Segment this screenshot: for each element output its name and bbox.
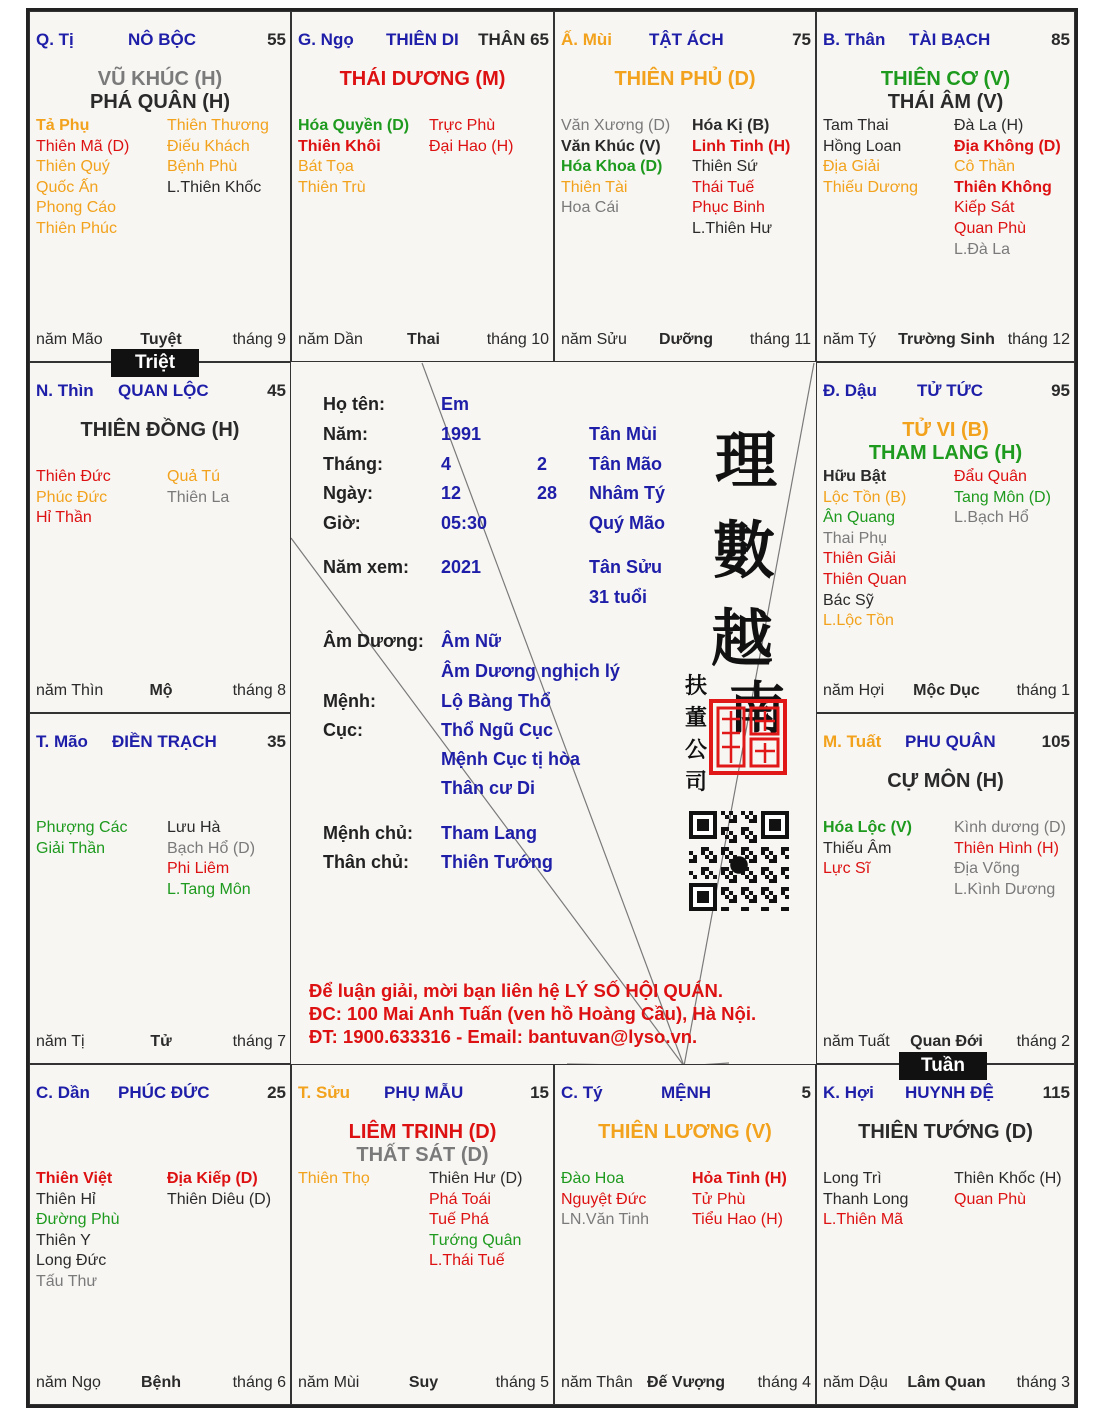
minor-star: Lưu Hà xyxy=(167,819,221,836)
palace-year: năm Tý xyxy=(823,331,877,348)
value-cuc: Thổ Ngũ Cục xyxy=(441,720,553,740)
main-star: THIÊN CƠ (V) xyxy=(880,68,1011,90)
minor-star: Hóa Khoa (D) xyxy=(561,158,663,176)
label-menh-chu: Mệnh chủ: xyxy=(323,823,413,843)
value-cuc-hoa: Mệnh Cục tị hòa xyxy=(441,749,580,769)
minor-star: Lực Sĩ xyxy=(823,860,871,878)
vertical-text-4: 司 xyxy=(685,769,708,795)
minor-star: Thiên Hư (D) xyxy=(429,1170,523,1187)
palace-month: tháng 5 xyxy=(495,1374,549,1391)
palace-name: PHU QUÂN xyxy=(905,732,996,751)
minor-star: Hữu Bật xyxy=(823,468,887,485)
palace-year: năm Mùi xyxy=(298,1374,360,1391)
palace-footer xyxy=(298,331,549,351)
palace-tatach xyxy=(554,11,816,362)
palace-month: tháng 10 xyxy=(486,331,549,348)
minor-star: Hoa Cái xyxy=(561,199,619,217)
palace-month: tháng 1 xyxy=(1016,682,1070,699)
main-star: THIÊN ĐỒNG (H) xyxy=(80,419,240,441)
palace-phase: Tuyệt xyxy=(140,331,182,348)
minor-star: Tấu Thư xyxy=(36,1272,98,1290)
main-stars xyxy=(817,770,1074,793)
minor-star: Phá Toái xyxy=(429,1190,491,1208)
minor-star: Hỉ Thần xyxy=(36,509,92,527)
minor-star: Đào Hoa xyxy=(561,1170,625,1187)
label-thang: Tháng: xyxy=(323,454,383,474)
minor-star: Kiếp Sát xyxy=(954,199,1015,217)
palace-age: 75 xyxy=(792,30,811,49)
value-thang-can-chi: Tân Mão xyxy=(589,454,663,474)
minor-star: Văn Khúc (V) xyxy=(561,137,661,155)
value-ngay-am: 28 xyxy=(537,483,558,503)
palace-footer xyxy=(36,1033,286,1053)
minor-stars-left xyxy=(298,116,409,198)
palace-age: 45 xyxy=(267,381,286,400)
palace-footer xyxy=(823,331,1070,351)
palace-branch: N. Thìn xyxy=(36,381,94,400)
palace-phase: Mộc Dục xyxy=(913,682,980,699)
label-cuc: Cục: xyxy=(323,720,363,740)
minor-star: Tam Thai xyxy=(823,117,889,134)
minor-stars-right xyxy=(429,116,513,157)
value-gio: 05:30 xyxy=(441,513,488,533)
palace-name: TẬT ÁCH xyxy=(649,30,724,49)
palace-header xyxy=(561,30,811,52)
calligraphy-char-3: 越 xyxy=(711,602,774,675)
palace-dientrach xyxy=(29,713,291,1064)
palace-year: năm Tuất xyxy=(823,1033,890,1050)
minor-star: Trực Phù xyxy=(429,117,496,134)
palace-header xyxy=(36,381,286,403)
palace-footer xyxy=(36,682,286,702)
main-stars xyxy=(817,1121,1074,1144)
palace-month: tháng 3 xyxy=(1016,1374,1070,1391)
palace-footer xyxy=(823,682,1070,702)
calligraphy-char-4: 南 xyxy=(729,676,785,742)
palace-quanloc xyxy=(29,362,291,713)
minor-star: Thiên Việt xyxy=(36,1170,113,1187)
minor-stars-left xyxy=(823,467,907,632)
minor-star: Điếu Khách xyxy=(167,137,250,155)
label-am-duong: Âm Dương: xyxy=(323,631,424,651)
palace-month: tháng 6 xyxy=(232,1374,286,1391)
palace-branch: T. Mão xyxy=(36,732,88,751)
minor-star: Nguyệt Đức xyxy=(561,1190,647,1208)
palace-age: 5 xyxy=(801,1083,811,1102)
palace-month: tháng 12 xyxy=(1007,331,1070,348)
minor-stars-right xyxy=(954,1169,1062,1210)
palace-year: năm Tị xyxy=(36,1033,85,1050)
minor-stars-left xyxy=(298,1169,370,1190)
palace-phase: Quan Đới xyxy=(910,1033,983,1050)
minor-stars-right xyxy=(954,467,1051,529)
minor-star: Linh Tinh (H) xyxy=(692,137,791,155)
minor-star: Tuế Phá xyxy=(429,1211,489,1229)
minor-star: Quan Phù xyxy=(954,1190,1027,1208)
red-seal-stamp xyxy=(709,699,787,775)
palace-footer xyxy=(561,331,811,351)
palace-age: 25 xyxy=(267,1083,286,1102)
minor-star: Thiên Không xyxy=(954,178,1052,196)
minor-star: L.Tang Môn xyxy=(167,880,251,898)
main-star: CỰ MÔN (H) xyxy=(887,770,1004,792)
palace-name: THIÊN DI xyxy=(386,30,459,49)
minor-star: Hồng Loan xyxy=(823,137,902,155)
minor-star: Thái Tuế xyxy=(692,178,755,196)
minor-star: Thiên Thương xyxy=(167,117,269,134)
main-stars xyxy=(30,68,290,114)
minor-stars-left xyxy=(823,1169,908,1231)
main-stars xyxy=(292,1121,553,1167)
palace-header xyxy=(298,30,549,52)
minor-star: Địa Không (D) xyxy=(954,137,1061,155)
minor-star: Lộc Tồn (B) xyxy=(823,488,907,506)
main-stars xyxy=(555,68,815,91)
minor-stars-right xyxy=(954,116,1061,260)
palace-phase: Đế Vượng xyxy=(646,1374,726,1391)
palace-taibach xyxy=(816,11,1075,362)
minor-star: Thiên Quan xyxy=(823,570,907,588)
minor-stars-left xyxy=(823,818,912,880)
palace-month: tháng 7 xyxy=(232,1033,286,1050)
value-thang: 4 xyxy=(441,454,452,474)
palace-year: năm Thìn xyxy=(36,682,104,699)
minor-star: Cô Thần xyxy=(954,158,1016,176)
minor-star: L.Thái Tuế xyxy=(429,1252,505,1270)
minor-star: Bạch Hổ (D) xyxy=(167,839,256,857)
minor-star: Thiên Y xyxy=(36,1231,91,1249)
minor-stars-right xyxy=(692,116,790,240)
tuan-badge: Tuần xyxy=(899,1052,987,1080)
minor-star: Thiên Tài xyxy=(561,178,628,196)
vertical-text-3: 公 xyxy=(685,737,708,763)
minor-stars-right xyxy=(167,1169,271,1210)
minor-star: Địa Giải xyxy=(823,158,880,176)
palace-age: 15 xyxy=(530,1083,549,1102)
minor-star: Thiên Sứ xyxy=(692,158,758,176)
minor-star: Hóa Lộc (V) xyxy=(823,819,912,836)
value-gio-can-chi: Quý Mão xyxy=(589,513,666,533)
palace-branch: K. Hợi xyxy=(823,1083,874,1102)
palace-year: năm Dần xyxy=(298,331,363,348)
minor-star: Phượng Các xyxy=(36,819,128,836)
minor-star: Thiên Thọ xyxy=(298,1170,370,1187)
palace-phase: Lâm Quan xyxy=(907,1374,986,1391)
main-stars xyxy=(817,68,1074,114)
minor-star: Phong Cáo xyxy=(36,199,117,217)
minor-star: Giải Thần xyxy=(36,839,106,857)
minor-stars-left xyxy=(36,1169,119,1293)
minor-star: Bác Sỹ xyxy=(823,591,874,609)
minor-stars-right xyxy=(954,818,1066,900)
palace-year: năm Mão xyxy=(36,331,103,348)
value-menh: Lộ Bàng Thổ xyxy=(441,691,551,711)
vertical-text-1: 扶 xyxy=(685,673,708,699)
palace-phumau xyxy=(291,1064,554,1405)
minor-star: L.Thiên Hư xyxy=(692,219,773,237)
value-am-duong: Âm Nữ xyxy=(441,631,502,651)
palace-month: tháng 2 xyxy=(1016,1033,1070,1050)
palace-year: năm Dậu xyxy=(823,1374,888,1391)
palace-month: tháng 11 xyxy=(749,331,811,348)
minor-star: Tả Phụ xyxy=(36,117,90,134)
palace-phase: Thai xyxy=(407,331,440,348)
calligraphy-char-1: 理 xyxy=(715,424,778,497)
main-stars xyxy=(292,68,553,91)
main-star: VŨ KHÚC (H) xyxy=(97,68,223,90)
palace-phase: Bệnh xyxy=(141,1374,181,1391)
minor-star: Thiên Hỉ xyxy=(36,1190,96,1208)
minor-stars-right xyxy=(429,1169,522,1272)
palace-branch: C. Tý xyxy=(561,1083,603,1102)
minor-star: L.Đà La xyxy=(954,240,1011,258)
minor-star: Long Trì xyxy=(823,1170,882,1187)
palace-age: 55 xyxy=(267,30,286,49)
minor-star: Tiểu Hao (H) xyxy=(692,1211,783,1229)
main-star: LIÊM TRINH (D) xyxy=(348,1121,497,1143)
palace-menh xyxy=(554,1064,816,1405)
palace-name: PHỤ MẪU xyxy=(384,1083,464,1102)
minor-star: Thiên Trù xyxy=(298,178,366,196)
palace-header xyxy=(823,30,1070,52)
palace-phucduc xyxy=(29,1064,291,1405)
label-nam: Năm: xyxy=(323,424,369,444)
minor-stars-left xyxy=(36,467,111,529)
palace-branch: Q. Tị xyxy=(36,30,74,49)
minor-star: Thiên Hình (H) xyxy=(954,839,1059,857)
palace-phase: Tử xyxy=(150,1033,172,1050)
minor-star: Thiên Đức xyxy=(36,468,111,485)
palace-phase: Dưỡng xyxy=(658,331,714,348)
minor-star: Thiên Mã (D) xyxy=(36,137,130,155)
minor-stars-right xyxy=(167,116,269,198)
value-than-cu: Thân cư Di xyxy=(441,778,536,798)
minor-star: Bát Tọa xyxy=(298,158,354,176)
value-ho-ten: Em xyxy=(441,394,470,414)
minor-star: Quốc Ấn xyxy=(36,178,99,196)
palace-phase: Suy xyxy=(408,1374,439,1391)
palace-header xyxy=(36,1083,286,1105)
palace-header xyxy=(823,1083,1070,1105)
palace-branch: Ấ. Mùi xyxy=(561,30,612,49)
label-than-chu: Thân chủ: xyxy=(323,852,409,872)
value-menh-chu: Tham Lang xyxy=(441,823,538,843)
minor-star: Bệnh Phù xyxy=(167,158,238,176)
main-star: THIÊN LƯƠNG (V) xyxy=(598,1121,772,1143)
value-nam: 1991 xyxy=(441,424,482,444)
value-am-duong-ly: Âm Dương nghịch lý xyxy=(441,661,620,681)
minor-star: Đà La (H) xyxy=(954,117,1024,134)
label-menh: Mệnh: xyxy=(323,691,376,711)
palace-footer xyxy=(298,1374,549,1394)
minor-star: Thiên Diêu (D) xyxy=(167,1190,272,1208)
minor-star: Thiên Phúc xyxy=(36,219,117,237)
palace-footer xyxy=(36,1374,286,1394)
palace-name: TỬ TỨC xyxy=(917,381,983,400)
contact-line-3: ĐT: 1900.633316 - Email: bantuvan@lyso.vn. xyxy=(309,1026,698,1047)
value-nam-can-chi: Tân Mùi xyxy=(589,424,657,444)
palace-header xyxy=(36,732,286,754)
minor-star: L.Lộc Tồn xyxy=(823,612,894,630)
minor-star: Long Đức xyxy=(36,1252,107,1270)
palace-age: 95 xyxy=(1051,381,1070,400)
contact-line-1: Để luận giải, mời bạn liên hệ LÝ SỐ HỘI QUÁN. xyxy=(309,980,724,1001)
minor-star: Thiên Quý xyxy=(36,158,110,176)
minor-stars-left xyxy=(36,818,127,859)
minor-star: Địa Kiếp (D) xyxy=(167,1170,258,1187)
vertical-text-2: 董 xyxy=(685,705,708,731)
value-nam-xem: 2021 xyxy=(441,557,482,577)
minor-star: Hóa Quyền (D) xyxy=(298,117,410,134)
minor-star: Thiên Giải xyxy=(823,550,896,568)
palace-header xyxy=(298,1083,549,1105)
palace-phuquan xyxy=(816,713,1075,1064)
label-ho-ten: Họ tên: xyxy=(323,394,385,414)
palace-phase: Mộ xyxy=(149,682,173,699)
minor-star: Thai Phụ xyxy=(823,529,888,547)
minor-star: Hỏa Tinh (H) xyxy=(692,1170,787,1187)
value-ngay: 12 xyxy=(441,483,462,503)
minor-stars-left xyxy=(561,1169,649,1231)
minor-star: Thiên Khốc (H) xyxy=(954,1170,1062,1187)
value-thang-am: 2 xyxy=(537,454,548,474)
minor-star: Hóa Kị (B) xyxy=(692,117,770,134)
minor-star: Thiên Khôi xyxy=(298,137,381,155)
palace-year: năm Thân xyxy=(561,1374,633,1391)
minor-star: Đường Phù xyxy=(36,1211,120,1229)
minor-star: Đại Hao (H) xyxy=(429,137,514,155)
main-star: THIÊN TƯỚNG (D) xyxy=(858,1121,1033,1143)
palace-branch: Đ. Dậu xyxy=(823,381,877,400)
palace-name: ĐIỀN TRẠCH xyxy=(112,732,217,751)
palace-name: NÔ BỘC xyxy=(128,30,196,49)
palace-month: tháng 4 xyxy=(757,1374,811,1391)
palace-month: tháng 9 xyxy=(232,331,286,348)
palace-header xyxy=(36,30,286,52)
minor-star: Thiếu Dương xyxy=(823,178,919,196)
label-ngay: Ngày: xyxy=(323,483,374,503)
value-than-chu: Thiên Tướng xyxy=(441,852,553,872)
label-gio: Giờ: xyxy=(323,513,361,533)
main-star: TỬ VI (B) xyxy=(902,419,989,441)
minor-stars-right xyxy=(692,1169,787,1231)
palace-phase: Trường Sinh xyxy=(898,331,995,348)
palace-thiendi xyxy=(291,11,554,362)
palace-header xyxy=(823,732,1070,754)
palace-name: QUAN LỘC xyxy=(118,381,209,400)
minor-star: L.Bạch Hổ xyxy=(954,509,1029,527)
palace-nobo xyxy=(29,11,291,362)
palace-year: năm Ngọ xyxy=(36,1374,101,1391)
main-stars xyxy=(817,419,1074,465)
palace-age: 85 xyxy=(1051,30,1070,49)
minor-star: Thiếu Âm xyxy=(823,839,892,857)
horoscope-board xyxy=(26,8,1078,1408)
minor-star: Đẩu Quân xyxy=(954,468,1027,485)
palace-footer xyxy=(36,331,286,351)
minor-star: Kình dương (D) xyxy=(954,819,1066,836)
main-star: THẤT SÁT (D) xyxy=(356,1144,489,1166)
palace-branch: C. Dần xyxy=(36,1083,90,1102)
palace-branch: M. Tuất xyxy=(823,732,882,751)
minor-star: Tử Phù xyxy=(692,1190,746,1208)
qr-code xyxy=(689,811,789,911)
main-star: THIÊN PHỦ (D) xyxy=(614,68,756,90)
minor-star: Tang Môn (D) xyxy=(954,488,1051,506)
minor-star: Thiên La xyxy=(167,488,230,506)
value-ngay-can-chi: Nhâm Tý xyxy=(589,483,666,503)
minor-stars-right xyxy=(167,818,255,900)
palace-month: tháng 8 xyxy=(232,682,286,699)
minor-star: Phục Binh xyxy=(692,199,765,217)
palace-footer xyxy=(823,1033,1070,1053)
palace-age: 115 xyxy=(1042,1083,1070,1102)
triet-badge: Triệt xyxy=(111,349,199,377)
calligraphy-char-2: 數 xyxy=(713,514,776,587)
palace-name: PHÚC ĐỨC xyxy=(118,1083,210,1102)
minor-star: Quan Phù xyxy=(954,219,1027,237)
minor-star: LN.Văn Tinh xyxy=(561,1211,650,1229)
minor-star: Phúc Đức xyxy=(36,488,108,506)
palace-age: 105 xyxy=(1041,732,1070,751)
palace-branch: G. Ngọ xyxy=(298,30,354,49)
minor-stars-left xyxy=(36,116,129,240)
minor-star: Phi Liêm xyxy=(167,860,230,878)
main-stars xyxy=(30,419,290,442)
palace-year: năm Hợi xyxy=(823,682,885,699)
minor-star: L.Thiên Khốc xyxy=(167,178,262,196)
main-stars xyxy=(555,1121,815,1144)
palace-age: THÂN 65 xyxy=(478,30,549,49)
palace-name: TÀI BẠCH xyxy=(909,30,991,49)
palace-tutuc xyxy=(816,362,1075,713)
minor-star: L.Kình Dương xyxy=(954,880,1056,898)
minor-star: Địa Võng xyxy=(954,860,1020,878)
value-tuoi: 31 tuổi xyxy=(589,587,648,607)
main-star: THÁI DƯƠNG (M) xyxy=(339,68,506,90)
main-star: THAM LANG (H) xyxy=(868,442,1023,464)
minor-star: Ân Quang xyxy=(823,509,896,527)
minor-star: Thanh Long xyxy=(823,1190,909,1208)
palace-footer xyxy=(561,1374,811,1394)
value-nam-xem-can-chi: Tân Sửu xyxy=(589,557,663,577)
minor-star: L.Thiên Mã xyxy=(823,1211,904,1229)
minor-star: Quả Tú xyxy=(167,468,221,485)
contact-line-2: ĐC: 100 Mai Anh Tuấn (ven hồ Hoàng Cầu), Hà Nội. xyxy=(309,1003,757,1024)
palace-header xyxy=(561,1083,811,1105)
palace-header xyxy=(823,381,1070,403)
palace-name: HUYNH ĐỆ xyxy=(905,1083,994,1102)
minor-stars-left xyxy=(823,116,918,198)
main-star: PHÁ QUÂN (H) xyxy=(90,91,230,113)
palace-year: năm Sửu xyxy=(561,331,627,348)
minor-stars-right xyxy=(167,467,229,508)
palace-age: 35 xyxy=(267,732,286,751)
minor-stars-left xyxy=(561,116,670,219)
palace-name: MỆNH xyxy=(661,1083,712,1102)
palace-branch: T. Sửu xyxy=(298,1083,350,1102)
palace-footer xyxy=(823,1374,1070,1394)
minor-star: Văn Xương (D) xyxy=(561,117,671,134)
label-nam-xem: Năm xem: xyxy=(323,557,410,577)
palace-huynhde xyxy=(816,1064,1075,1405)
minor-star: Tướng Quân xyxy=(429,1231,522,1249)
main-star: THÁI ÂM (V) xyxy=(887,91,1004,113)
palace-branch: B. Thân xyxy=(823,30,886,49)
